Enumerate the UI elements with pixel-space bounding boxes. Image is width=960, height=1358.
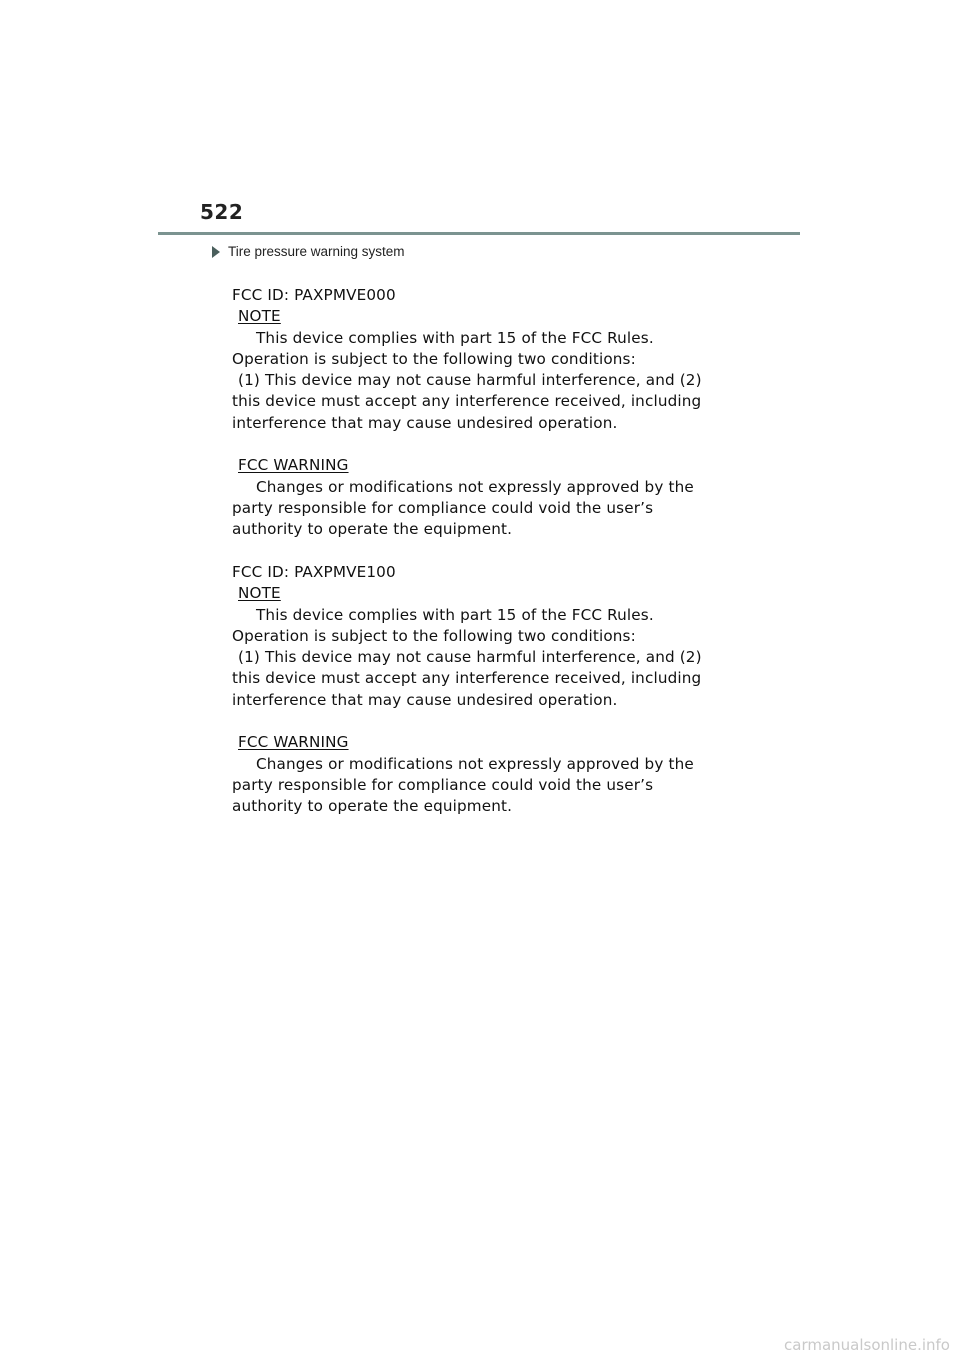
- note-label: NOTE: [238, 307, 281, 326]
- note-line: (1) This device may not cause harmful interference, and (2): [238, 648, 702, 667]
- note-line: This device complies with part 15 of the FCC Rules.: [256, 328, 654, 347]
- warning-line: party responsible for compliance could void the user’s: [232, 498, 654, 517]
- fcc-statement-block-1: [232, 285, 752, 541]
- note-label: NOTE: [238, 584, 281, 603]
- note-line: interference that may cause undesired operation.: [232, 413, 618, 432]
- watermark-logo[interactable]: carmanualsonline.info: [784, 1336, 950, 1354]
- section-heading: [212, 244, 405, 259]
- note-line: this device must accept any interference received, including: [232, 392, 702, 411]
- note-line: Operation is subject to the following two conditions:: [232, 349, 636, 368]
- fcc-statement-block-2: [232, 562, 752, 818]
- warning-line: Changes or modifications not expressly approved by the: [256, 477, 694, 496]
- fcc-warning-label: FCC WARNING: [238, 456, 349, 475]
- section-heading-label: Tire pressure warning system: [228, 244, 405, 259]
- header-rule: [158, 232, 800, 235]
- warning-line: party responsible for compliance could void the user’s: [232, 775, 654, 794]
- note-line: (1) This device may not cause harmful interference, and (2): [238, 371, 702, 390]
- warning-line: Changes or modifications not expressly approved by the: [256, 754, 694, 773]
- note-line: interference that may cause undesired operation.: [232, 690, 618, 709]
- note-line: Operation is subject to the following two conditions:: [232, 626, 636, 645]
- fcc-warning-label: FCC WARNING: [238, 733, 349, 752]
- triangle-bullet-icon: [212, 246, 220, 258]
- fcc-id: FCC ID: PAXPMVE100: [232, 563, 396, 581]
- warning-line: authority to operate the equipment.: [232, 797, 513, 816]
- warning-line: authority to operate the equipment.: [232, 520, 513, 539]
- note-line: This device complies with part 15 of the FCC Rules.: [256, 605, 654, 624]
- note-line: this device must accept any interference received, including: [232, 669, 702, 688]
- page-number: 522: [200, 200, 244, 224]
- fcc-id: FCC ID: PAXPMVE000: [232, 286, 396, 304]
